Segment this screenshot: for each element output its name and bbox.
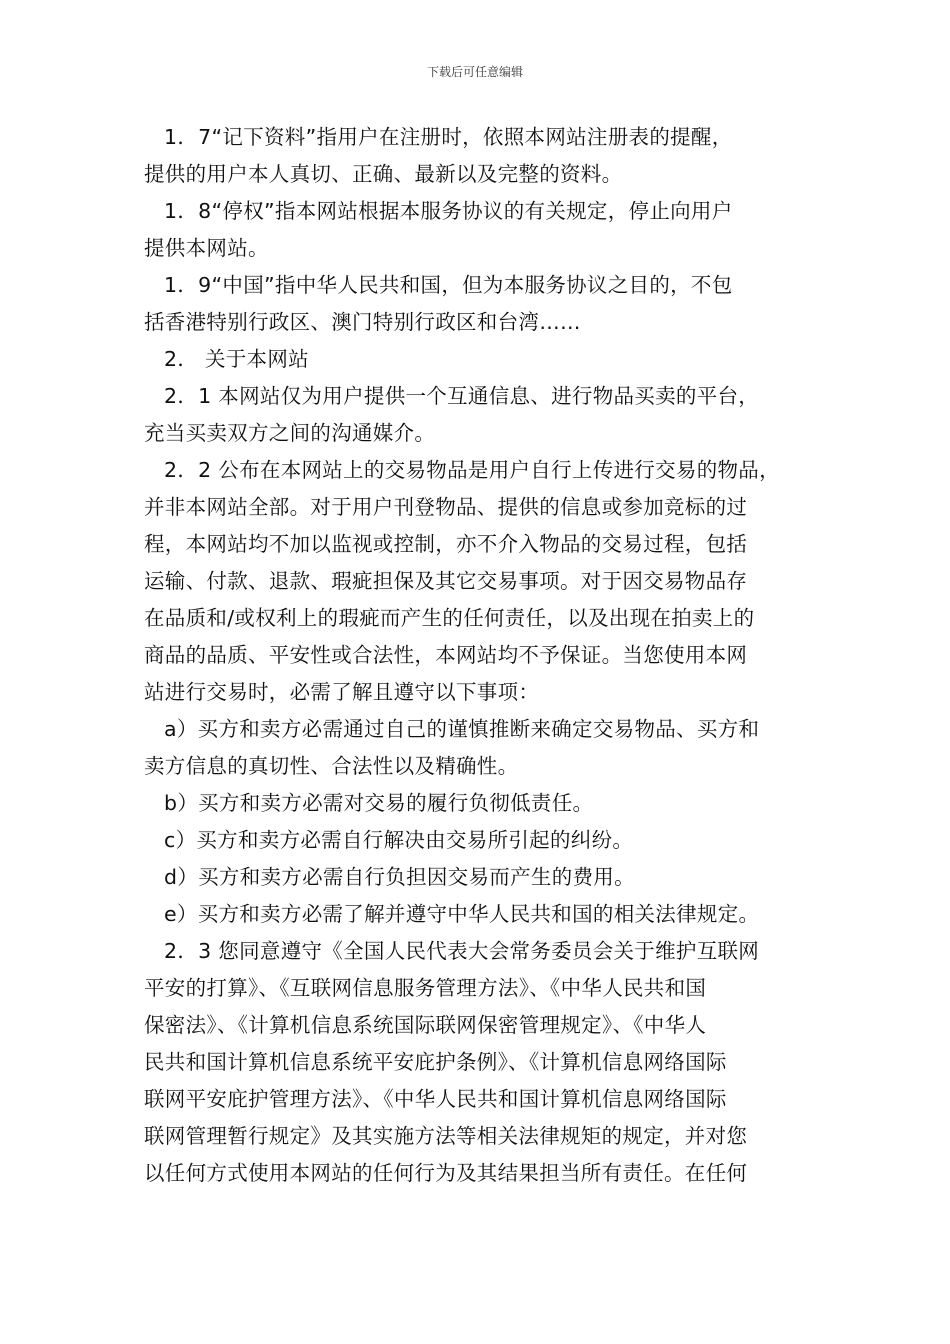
text-line: 商品的品质、平安性或合法性，本网站均不予保证。当您使用本网	[144, 643, 748, 667]
text-line: 程，本网站均不加以监视或控制，亦不介入物品的交易过程，包括	[144, 532, 748, 556]
text-line: 提供的用户本人真切、正确、最新以及完整的资料。	[144, 162, 623, 186]
text-line: 1．9“中国”指中华人民共和国，但为本服务协议之目的，不包	[164, 273, 733, 297]
text-line: 保密法》、《计算机信息系统国际联网保密管理规定》、《中华人	[144, 1013, 707, 1037]
text-line: 联网管理暂行规定》及其实施方法等相关法律规矩的规定，并对您	[144, 1124, 748, 1148]
text-line: 在品质和/或权利上的瑕疵而产生的任何责任，以及出现在拍卖上的	[144, 606, 755, 630]
text-line: 并非本网站全部。对于用户刊登物品、提供的信息或参加竞标的过	[144, 495, 748, 519]
text-line: 以任何方式使用本网站的任何行为及其结果担当所有责任。在任何	[144, 1161, 748, 1185]
text-line: 卖方信息的真切性、合法性以及精确性。	[144, 754, 519, 778]
text-line: b）买方和卖方必需对交易的履行负彻低责任。	[164, 791, 594, 815]
text-line: 1．8“停权”指本网站根据本服务协议的有关规定，停止向用户	[164, 199, 733, 223]
text-line: 2．3 您同意遵守《全国人民代表大会常务委员会关于维护互联网	[164, 939, 760, 963]
text-line: 括香港特别行政区、澳门特别行政区和台湾……	[144, 310, 581, 334]
text-line: 民共和国计算机信息系统平安庇护条例》、《计算机信息网络国际	[144, 1050, 727, 1074]
text-line: 2．1 本网站仅为用户提供一个互通信息、进行物品买卖的平台，	[164, 384, 760, 408]
text-line: c）买方和卖方必需自行解决由交易所引起的纠纷。	[164, 828, 634, 852]
text-line: 站进行交易时，必需了解且遵守以下事项：	[144, 680, 540, 704]
text-line: e）买方和卖方必需了解并遵守中华人民共和国的相关法律规定。	[164, 902, 760, 926]
document-body	[144, 119, 809, 1192]
text-line: 充当买卖双方之间的沟通媒介。	[144, 421, 436, 445]
text-line: a）买方和卖方必需通过自己的谨慎推断来确定交易物品、买方和	[164, 717, 760, 741]
text-line: 运输、付款、退款、瑕疵担保及其它交易事项。对于因交易物品存	[144, 569, 748, 593]
text-line: 2． 关于本网站	[164, 347, 309, 371]
text-line: d）买方和卖方必需自行负担因交易而产生的费用。	[164, 865, 635, 889]
text-line: 1．7“记下资料”指用户在注册时，依照本网站注册表的提醒，	[164, 125, 733, 149]
page-header: 下载后可任意编辑	[426, 65, 523, 79]
text-line: 联网平安庇护管理方法》、《中华人民共和国计算机信息网络国际	[144, 1087, 727, 1111]
text-line: 2．2 公布在本网站上的交易物品是用户自行上传进行交易的物品，	[164, 458, 780, 482]
text-line: 提供本网站。	[144, 236, 269, 260]
text-line: 平安的打算》、《互联网信息服务管理方法》、《中华人民共和国	[144, 976, 707, 1000]
